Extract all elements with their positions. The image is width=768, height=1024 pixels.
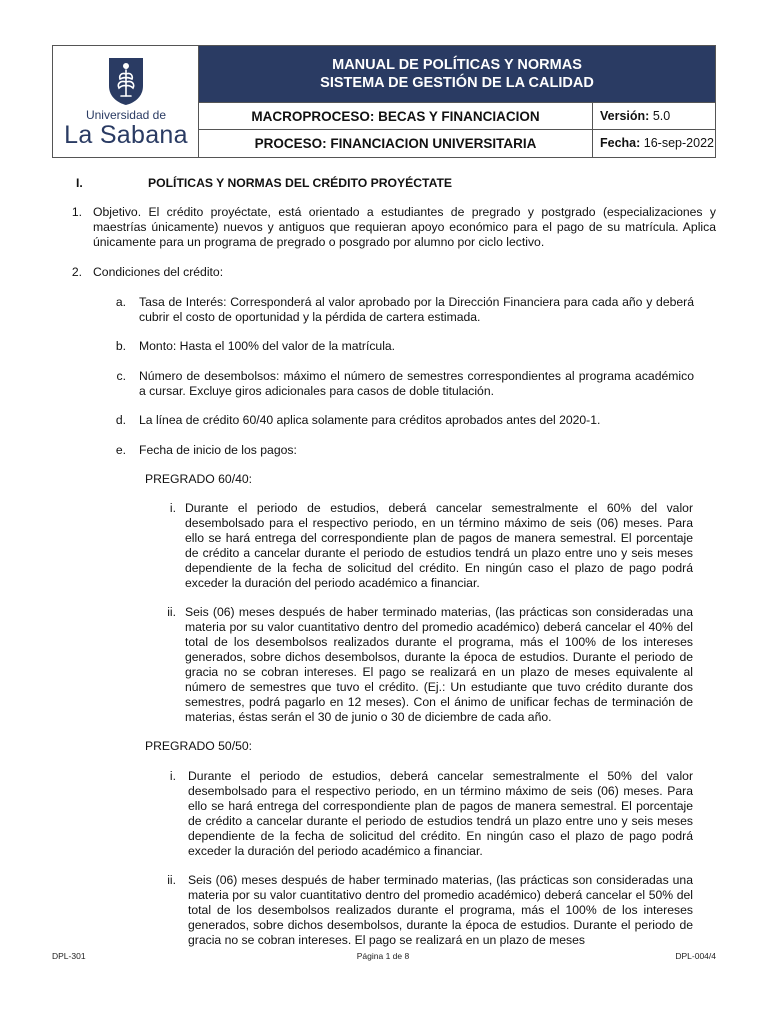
item-number-2: 2.	[71, 265, 82, 279]
proceso-row	[199, 129, 715, 157]
title-line1: MANUAL DE POLÍTICAS Y NORMAS	[332, 57, 582, 73]
paragraph-monto: Monto: Hasta el 100% del valor de la matrícula.	[139, 339, 396, 353]
item-letter-b: b.	[115, 339, 126, 353]
version-label: Versión:	[600, 109, 650, 123]
footer-page-number: Página 1 de 8	[356, 951, 410, 961]
paragraph-objetivo: Objetivo. El crédito proyéctate, está orientado a estudiantes de pregrado y postgrado (especializaciones y maestrías únicamente) nuevos y antiguos que requieran apoyo económico para el pago de su matrícula. Aplica únicamente para un programa de pregrado o posgrado por alumno por ciclo lectivo.	[93, 205, 716, 249]
roman-ii-50-50: ii.	[167, 873, 176, 887]
subheading-pregrado-50-50: PREGRADO 50/50:	[145, 739, 253, 753]
section-number: I.	[76, 176, 83, 190]
footer-code-left: DPL-301	[52, 951, 86, 961]
roman-i-50-50: i.	[169, 769, 176, 783]
fecha-value: 16-sep-2022	[643, 136, 714, 150]
section-title: POLÍTICAS Y NORMAS DEL CRÉDITO PROYÉCTATE	[148, 176, 453, 190]
paragraph-tasa-interes: Tasa de Interés: Corresponderá al valor aprobado por la Dirección Financiera para cada año y deberá cubrir el costo de oportunidad y la pérdida de cartera estimada.	[139, 295, 694, 324]
paragraph-60-40-ii: Seis (06) meses después de haber terminado materias, (las prácticas son consideradas una materia por su valor cuantitativo dentro del promedio académico) deberá cancelar el 40% del total de los desembolsos realizados durante el programa, más el 100% de los intereses generados, sobre dichos desembolsos, durante la época de estudios. Durante el periodo de gracia no se cobran intereses. El pago se realizará en un plazo de meses equivalente al número de semestres que tuvo el crédito. (Ej.: Un estudiante que tuvo crédito durante dos semestres, podrá pagarlo en 12 meses). Con el ánimo de unificar fechas de terminación de materias, éstas serán el 30 de junio o 30 de diciembre de cada año.	[185, 605, 693, 724]
item-letter-c: c.	[116, 369, 126, 383]
fecha-cell	[593, 130, 715, 157]
logo-cell	[53, 46, 199, 157]
fecha-label: Fecha:	[600, 136, 641, 150]
roman-ii-60-40: ii.	[167, 605, 176, 619]
paragraph-fecha-inicio: Fecha de inicio de los pagos:	[139, 443, 297, 457]
macroproceso-row	[199, 102, 715, 130]
roman-i-60-40: i.	[169, 501, 176, 515]
item-letter-a: a.	[115, 295, 126, 309]
logo-text-line1: Universidad de	[85, 108, 167, 122]
paragraph-50-50-ii: Seis (06) meses después de haber terminado materias, (las prácticas son consideradas una materia por su valor cuantitativo dentro del promedio académico) deberá cancelar el 50% del total de los desembolsos realizados durante el programa, más el 100% de los intereses generados, sobre dichos desembolsos, durante la época de estudios. Durante el periodo de gracia no se cobran intereses. El pago se realizará en un plazo de meses	[188, 873, 693, 947]
paragraph-desembolsos: Número de desembolsos: máximo el número de semestres correspondientes al programa académico a cursar. Excluye giros adicionales para casos de doble titulación.	[139, 369, 694, 398]
manual-title	[199, 46, 715, 102]
paragraph-50-50-i: Durante el periodo de estudios, deberá cancelar semestralmente el 50% del valor desembolsado para el respectivo periodo, en un término máximo de seis (06) meses. Para ello se hará entrega del correspondiente plan de pagos de manera semestral. El porcentaje de crédito a cancelar durante el periodo de estudios tendrá un plazo entre uno y seis meses dependiente de la fecha de solicitud del crédito. En ningún caso el plazo de pago podrá exceder la duración del periodo académico a financiar.	[188, 769, 693, 858]
macroproceso-label: MACROPROCESO: BECAS Y FINANCIACION	[199, 103, 593, 130]
logo-text-line2: La Sabana	[64, 121, 188, 149]
subheading-pregrado-60-40: PREGRADO 60/40:	[145, 472, 253, 486]
paragraph-linea-credito: La línea de crédito 60/40 aplica solamente para créditos aprobados antes del 2020-1.	[139, 413, 601, 427]
item-letter-e: e.	[115, 443, 126, 457]
paragraph-60-40-i: Durante el periodo de estudios, deberá cancelar semestralmente el 60% del valor desembolsado para el respectivo periodo, en un término máximo de seis (06) meses. Para ello se hará entrega del correspondiente plan de pagos de manera semestral. El porcentaje de crédito a cancelar durante el periodo de estudios tendrá un plazo entre uno y seis meses dependiente de la fecha de solicitud del crédito. En ningún caso el plazo de pago podrá exceder la duración del periodo académico a financiar.	[185, 501, 693, 590]
title-line2: SISTEMA DE GESTIÓN DE LA CALIDAD	[320, 75, 594, 91]
item-number-1: 1.	[71, 205, 82, 219]
version-value: 5.0	[652, 109, 671, 123]
version-cell	[593, 103, 715, 130]
item-letter-d: d.	[115, 413, 126, 427]
proceso-label: PROCESO: FINANCIACION UNIVERSITARIA	[199, 130, 593, 157]
document-header-table	[52, 45, 716, 158]
paragraph-condiciones: Condiciones del crédito:	[93, 265, 224, 279]
university-shield-icon	[107, 56, 145, 106]
footer-code-right: DPL-004/4	[675, 951, 716, 961]
